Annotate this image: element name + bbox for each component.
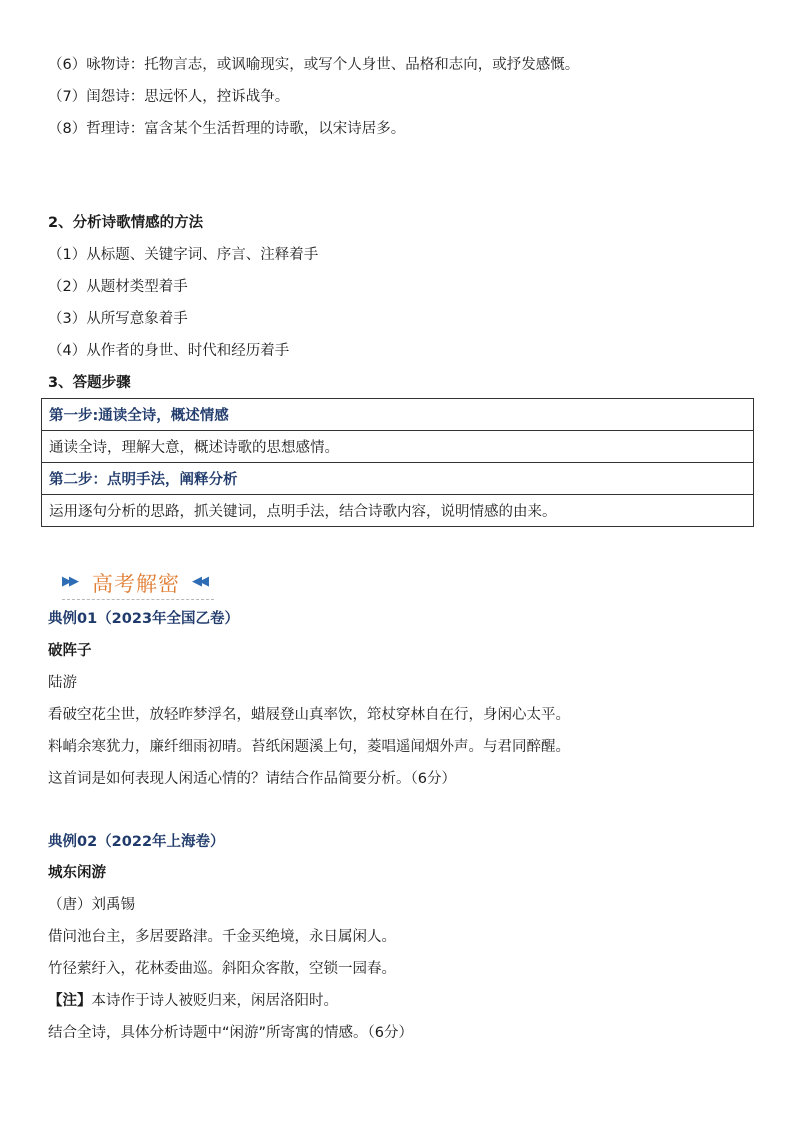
example-1-author: 陆游 <box>48 675 77 691</box>
table-row <box>42 431 754 463</box>
banner-divider <box>62 599 214 600</box>
right-arrows-icon: ▶▶ <box>62 574 76 589</box>
left-arrows-icon: ◀◀ <box>192 574 206 589</box>
example-2-poem-title: 城东闲游 <box>48 865 106 881</box>
example-1-poem-line: 看破空花尘世，放轻昨梦浮名，蜡屐登山真率饮，筇杖穿林自在行，身闲心太平。 <box>48 707 570 723</box>
step-2-heading: 第二步：点明手法，阐释分析 <box>42 463 754 495</box>
table-row <box>42 399 754 431</box>
example-2-poem-line: 竹径萦纡入，花林委曲巡。斜阳众客散，空锁一园春。 <box>48 961 396 977</box>
type-item-8: （8）哲理诗：富含某个生活哲理的诗歌，以宋诗居多。 <box>48 121 406 137</box>
example-1-poem-title: 破阵子 <box>48 643 92 659</box>
type-item-7: （7）闺怨诗：思远怀人，控诉战争。 <box>48 89 290 105</box>
step-2-body: 运用逐句分析的思路，抓关键词，点明手法，结合诗歌内容，说明情感的由来。 <box>42 495 754 527</box>
method-item-3: （3）从所写意象着手 <box>48 311 188 327</box>
step-1-body: 通读全诗，理解大意，概述诗歌的思想感情。 <box>42 431 754 463</box>
example-1-label: 典例01（2023年全国乙卷） <box>48 611 240 627</box>
section-banner <box>62 566 214 600</box>
example-2-question: 结合全诗，具体分析诗题中“闲游”所寄寓的情感。（6分） <box>48 1025 413 1041</box>
method-item-1: （1）从标题、关键字词、序言、注释着手 <box>48 247 319 263</box>
example-1-poem-line: 料峭余寒犹力，廉纤细雨初晴。苔纸闲题溪上句，菱唱遥闻烟外声。与君同醉醒。 <box>48 739 570 755</box>
step-1-heading: 第一步:通读全诗，概述情感 <box>42 399 754 431</box>
example-2-author: （唐）刘禹锡 <box>48 897 135 913</box>
note-mark: 【注】 <box>48 993 92 1009</box>
type-item-6: （6）咏物诗：托物言志，或讽喻现实，或写个人身世、品格和志向，或抒发感慨。 <box>48 57 580 73</box>
table-row <box>42 495 754 527</box>
section-heading-2: 2、分析诗歌情感的方法 <box>48 215 204 231</box>
banner-title: 高考解密 <box>92 572 180 596</box>
section-heading-3: 3、答题步骤 <box>48 375 131 391</box>
example-1-question: 这首词是如何表现人闲适心情的？请结合作品简要分析。（6分） <box>48 771 456 787</box>
answer-steps-table <box>41 398 754 527</box>
table-row <box>42 463 754 495</box>
method-item-2: （2）从题材类型着手 <box>48 279 188 295</box>
example-2-poem-line: 借问池台主，多居要路津。千金买绝境，永日属闲人。 <box>48 929 396 945</box>
method-item-4: （4）从作者的身世、时代和经历着手 <box>48 343 290 359</box>
example-2-label: 典例02（2022年上海卷） <box>48 834 225 850</box>
example-2-note <box>48 991 338 1011</box>
note-text: 本诗作于诗人被贬归来，闲居洛阳时。 <box>91 993 338 1009</box>
